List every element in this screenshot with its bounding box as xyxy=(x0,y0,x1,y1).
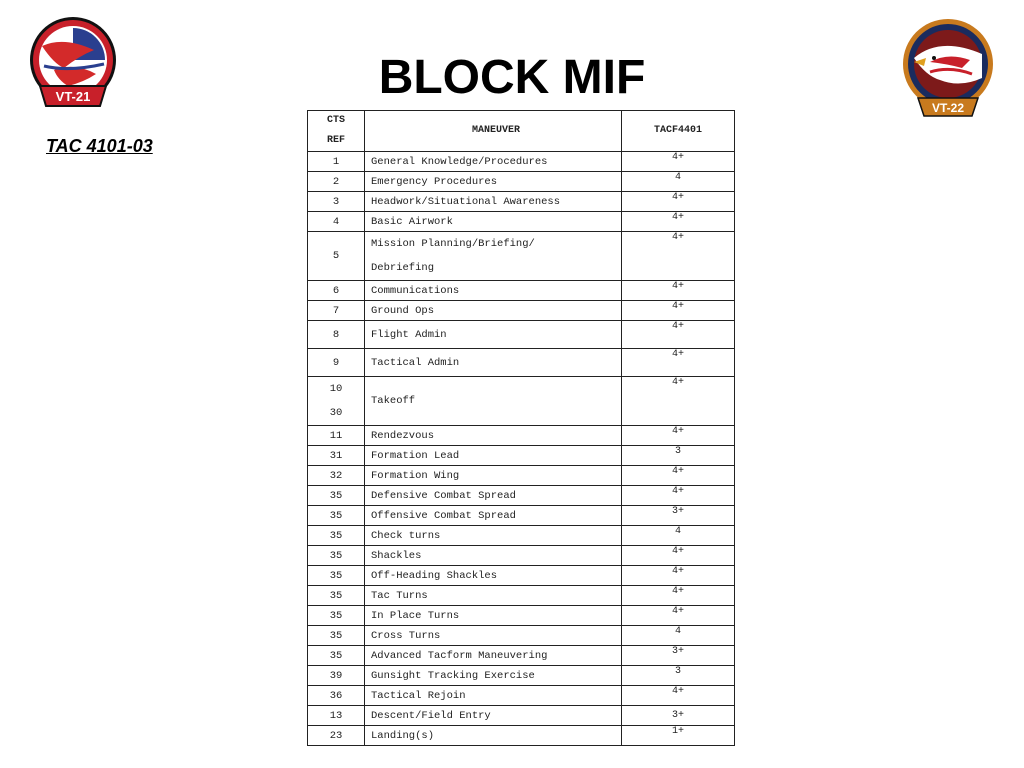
tac-cell: 4+ xyxy=(622,212,735,232)
tac-cell: 4 xyxy=(622,626,735,646)
maneuver-cell: Formation Lead xyxy=(365,446,622,466)
table-row xyxy=(308,426,735,446)
maneuver-cell: Cross Turns xyxy=(365,626,622,646)
vt-22-logo-text: VT-22 xyxy=(931,101,965,115)
table-row xyxy=(308,566,735,586)
tac-header: TACF4401 xyxy=(622,111,735,152)
tac-cell: 3+ xyxy=(622,646,735,666)
cts-ref-line: 10 xyxy=(329,383,343,395)
tac-cell: 4+ xyxy=(622,301,735,321)
tac-cell: 4+ xyxy=(622,486,735,506)
tac-cell: 4+ xyxy=(622,232,735,281)
table-row xyxy=(308,666,735,686)
cts-header-line: CTS xyxy=(326,115,345,126)
tac-cell: 4+ xyxy=(622,281,735,301)
vt-22-squadron-logo xyxy=(900,18,996,124)
maneuver-cell: Tactical Admin xyxy=(365,349,622,377)
cts-ref-cell: 35 xyxy=(308,646,365,666)
cts-ref-cell: 35 xyxy=(308,526,365,546)
cts-ref-cell: 7 xyxy=(308,301,365,321)
cts-ref-cell: 4 xyxy=(308,212,365,232)
table-row xyxy=(308,192,735,212)
cts-ref-cell: 35 xyxy=(308,506,365,526)
maneuver-cell: Formation Wing xyxy=(365,466,622,486)
maneuver-cell: Basic Airwork xyxy=(365,212,622,232)
tac-cell: 4 xyxy=(622,526,735,546)
cts-ref-cell: 9 xyxy=(308,349,365,377)
tac-cell: 4+ xyxy=(622,152,735,172)
tac-cell: 4+ xyxy=(622,426,735,446)
table-row xyxy=(308,726,735,746)
maneuver-cell: Takeoff xyxy=(365,377,622,426)
table-row xyxy=(308,212,735,232)
maneuver-cell: Flight Admin xyxy=(365,321,622,349)
maneuver-cell: Landing(s) xyxy=(365,726,622,746)
cts-ref-cell: 35 xyxy=(308,626,365,646)
tac-cell: 4 xyxy=(622,172,735,192)
tac-cell: 4+ xyxy=(622,686,735,706)
table-row xyxy=(308,446,735,466)
table-row xyxy=(308,152,735,172)
table-row xyxy=(308,646,735,666)
cts-ref-cell: 35 xyxy=(308,486,365,506)
cts-ref-cell: 1 xyxy=(308,152,365,172)
cts-ref-cell: 6 xyxy=(308,281,365,301)
maneuver-cell: Shackles xyxy=(365,546,622,566)
table-row xyxy=(308,349,735,377)
maneuver-cell: Defensive Combat Spread xyxy=(365,486,622,506)
maneuver-cell: Tac Turns xyxy=(365,586,622,606)
maneuver-cell: Advanced Tacform Maneuvering xyxy=(365,646,622,666)
maneuver-cell: Gunsight Tracking Exercise xyxy=(365,666,622,686)
cts-ref-cell: 3 xyxy=(308,192,365,212)
table-row xyxy=(308,606,735,626)
cts-ref-cell: 31 xyxy=(308,446,365,466)
table-row xyxy=(308,486,735,506)
table-row xyxy=(308,172,735,192)
tac-cell: 3 xyxy=(622,666,735,686)
maneuver-cell xyxy=(365,232,622,281)
maneuver-cell: Headwork/Situational Awareness xyxy=(365,192,622,212)
maneuver-header: MANEUVER xyxy=(365,111,622,152)
maneuver-cell: Check turns xyxy=(365,526,622,546)
table-row xyxy=(308,526,735,546)
cts-ref-cell: 35 xyxy=(308,606,365,626)
table-header-row xyxy=(308,111,735,152)
table-row xyxy=(308,301,735,321)
maneuver-cell: Descent/Field Entry xyxy=(365,706,622,726)
table-row xyxy=(308,686,735,706)
table-row xyxy=(308,626,735,646)
table-row xyxy=(308,546,735,566)
maneuver-cell: Emergency Procedures xyxy=(365,172,622,192)
tac-cell: 4+ xyxy=(622,377,735,426)
tac-cell: 4+ xyxy=(622,321,735,349)
block-mif-table xyxy=(307,110,735,746)
table-row xyxy=(308,506,735,526)
tac-cell: 3+ xyxy=(622,506,735,526)
cts-ref-cell: 36 xyxy=(308,686,365,706)
page-title: BLOCK MIF xyxy=(378,51,646,104)
table-row xyxy=(308,281,735,301)
maneuver-cell: Offensive Combat Spread xyxy=(365,506,622,526)
tac-cell: 4+ xyxy=(622,192,735,212)
cts-ref-header xyxy=(308,111,365,152)
table-row xyxy=(308,377,735,426)
cts-ref-cell: 8 xyxy=(308,321,365,349)
cts-ref-cell: 13 xyxy=(308,706,365,726)
tac-cell: 3+ xyxy=(622,706,735,726)
maneuver-cell: Ground Ops xyxy=(365,301,622,321)
maneuver-cell: In Place Turns xyxy=(365,606,622,626)
cts-ref-cell: 39 xyxy=(308,666,365,686)
tac-cell: 1+ xyxy=(622,726,735,746)
maneuver-line: Mission Planning/Briefing/ xyxy=(371,238,535,250)
tac-cell: 4+ xyxy=(622,349,735,377)
cts-ref-cell: 11 xyxy=(308,426,365,446)
table-row xyxy=(308,706,735,726)
maneuver-line: Debriefing xyxy=(371,262,435,274)
table-row xyxy=(308,586,735,606)
ref-header-line: REF xyxy=(326,135,345,146)
maneuver-cell: Communications xyxy=(365,281,622,301)
tac-cell: 4+ xyxy=(622,586,735,606)
tac-cell: 4+ xyxy=(622,566,735,586)
tac-cell: 4+ xyxy=(622,606,735,626)
cts-ref-cell: 35 xyxy=(308,566,365,586)
maneuver-cell: Rendezvous xyxy=(365,426,622,446)
table-row xyxy=(308,466,735,486)
maneuver-cell: General Knowledge/Procedures xyxy=(365,152,622,172)
cts-ref-cell: 32 xyxy=(308,466,365,486)
cts-ref-cell: 2 xyxy=(308,172,365,192)
tac-cell: 4+ xyxy=(622,546,735,566)
maneuver-cell: Off-Heading Shackles xyxy=(365,566,622,586)
cts-ref-cell: 23 xyxy=(308,726,365,746)
cts-ref-cell: 5 xyxy=(308,232,365,281)
table-row xyxy=(308,321,735,349)
cts-ref-cell: 35 xyxy=(308,586,365,606)
cts-ref-cell xyxy=(308,377,365,426)
vt-21-logo-text: VT-21 xyxy=(55,89,91,104)
maneuver-cell: Tactical Rejoin xyxy=(365,686,622,706)
cts-ref-line: 30 xyxy=(329,407,343,419)
tac-cell: 4+ xyxy=(622,466,735,486)
document-id: TAC 4101-03 xyxy=(46,136,153,156)
table-row xyxy=(308,232,735,281)
tac-cell: 3 xyxy=(622,446,735,466)
cts-ref-cell: 35 xyxy=(308,546,365,566)
